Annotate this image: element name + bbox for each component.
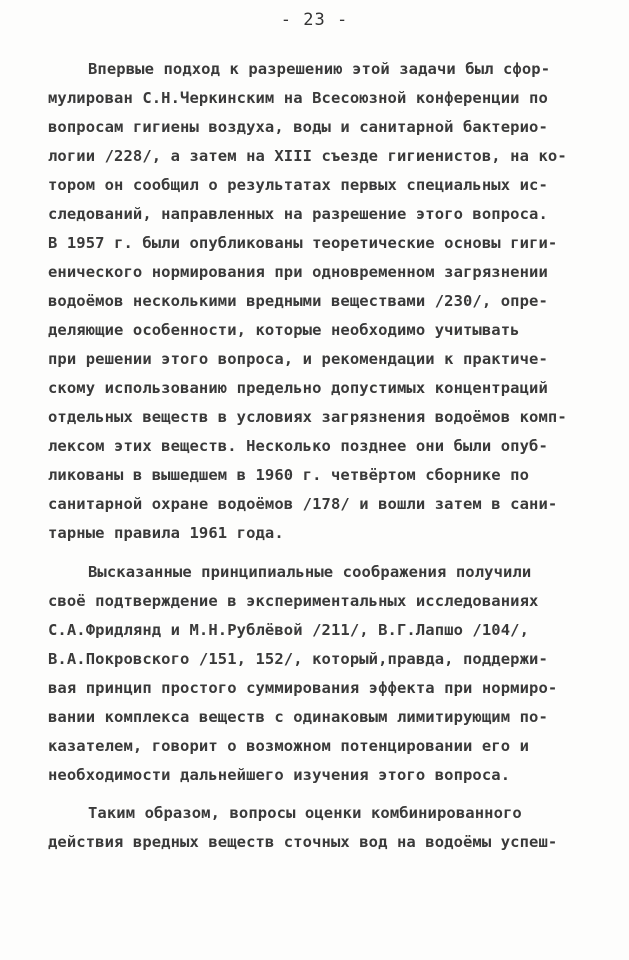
paragraph-3-line: Таким образом, вопросы оценки комбинированного: [88, 804, 522, 822]
paragraph-3-line: действия вредных веществ сточных вод на водоёмы успеш-: [48, 833, 558, 851]
paragraph-1-line: водоёмов несколькими вредными веществами /230/, опре-: [48, 292, 548, 310]
paragraph-1-line: Впервые подход к разрешению этой задачи был сфор-: [88, 60, 551, 78]
paragraph-1-line: следований, направленных на разрешение этого вопроса.: [48, 205, 548, 223]
paragraph-1-line: тарные правила 1961 года.: [48, 524, 284, 542]
paragraph-1-line: В 1957 г. были опубликованы теоретические основы гиги-: [48, 234, 558, 252]
paragraph-1-line: деляющие особенности, которые необходимо учитывать: [48, 321, 520, 339]
paragraph-1-line: скому использованию предельно допустимых концентраций: [48, 379, 548, 397]
paragraph-1-line: енического нормирования при одновременном загрязнении: [48, 263, 548, 281]
paragraph-1-line: тором он сообщил о результатах первых специальных ис-: [48, 176, 548, 194]
paragraph-1-line: санитарной охране водоёмов /178/ и вошли затем в сани-: [48, 495, 558, 513]
paragraph-1-line: при решении этого вопроса, и рекомендации к практиче-: [48, 350, 548, 368]
paragraph-1-line: вопросам гигиены воздуха, воды и санитарной бактерио-: [48, 118, 548, 136]
paragraph-2-line: вании комплекса веществ с одинаковым лимитирующим по-: [48, 708, 548, 726]
paragraph-2-line: своё подтверждение в экспериментальных исследованиях: [48, 592, 539, 610]
paragraph-1-line: лексом этих веществ. Несколько позднее они были опуб-: [48, 437, 548, 455]
paragraph-2-line: вая принцип простого суммирования эффекта при нормиро-: [48, 679, 558, 697]
paragraph-2-line: казателем, говорит о возможном потенцировании его и: [48, 737, 530, 755]
page-number: - 23 -: [280, 10, 349, 30]
paragraph-2-line: Высказанные принципиальные соображения получили: [88, 563, 532, 581]
paragraph-2-line: С.А.Фридлянд и М.Н.Рублёвой /211/, В.Г.Лапшо /104/,: [48, 621, 530, 639]
paragraph-2-line: В.А.Покровского /151, 152/, который,правда, поддержи-: [48, 650, 548, 668]
paragraph-1-line: ликованы в вышедшем в 1960 г. четвёртом сборнике по: [48, 466, 530, 484]
paragraph-1-line: отдельных веществ в условиях загрязнения водоёмов комп-: [48, 408, 567, 426]
paragraph-1-line: логии /228/, а затем на XIII съезде гигиенистов, на ко-: [48, 147, 567, 165]
paragraph-1-line: мулирован С.Н.Черкинским на Всесоюзной конференции по: [48, 89, 548, 107]
paragraph-2-line: необходимости дальнейшего изучения этого вопроса.: [48, 766, 511, 784]
